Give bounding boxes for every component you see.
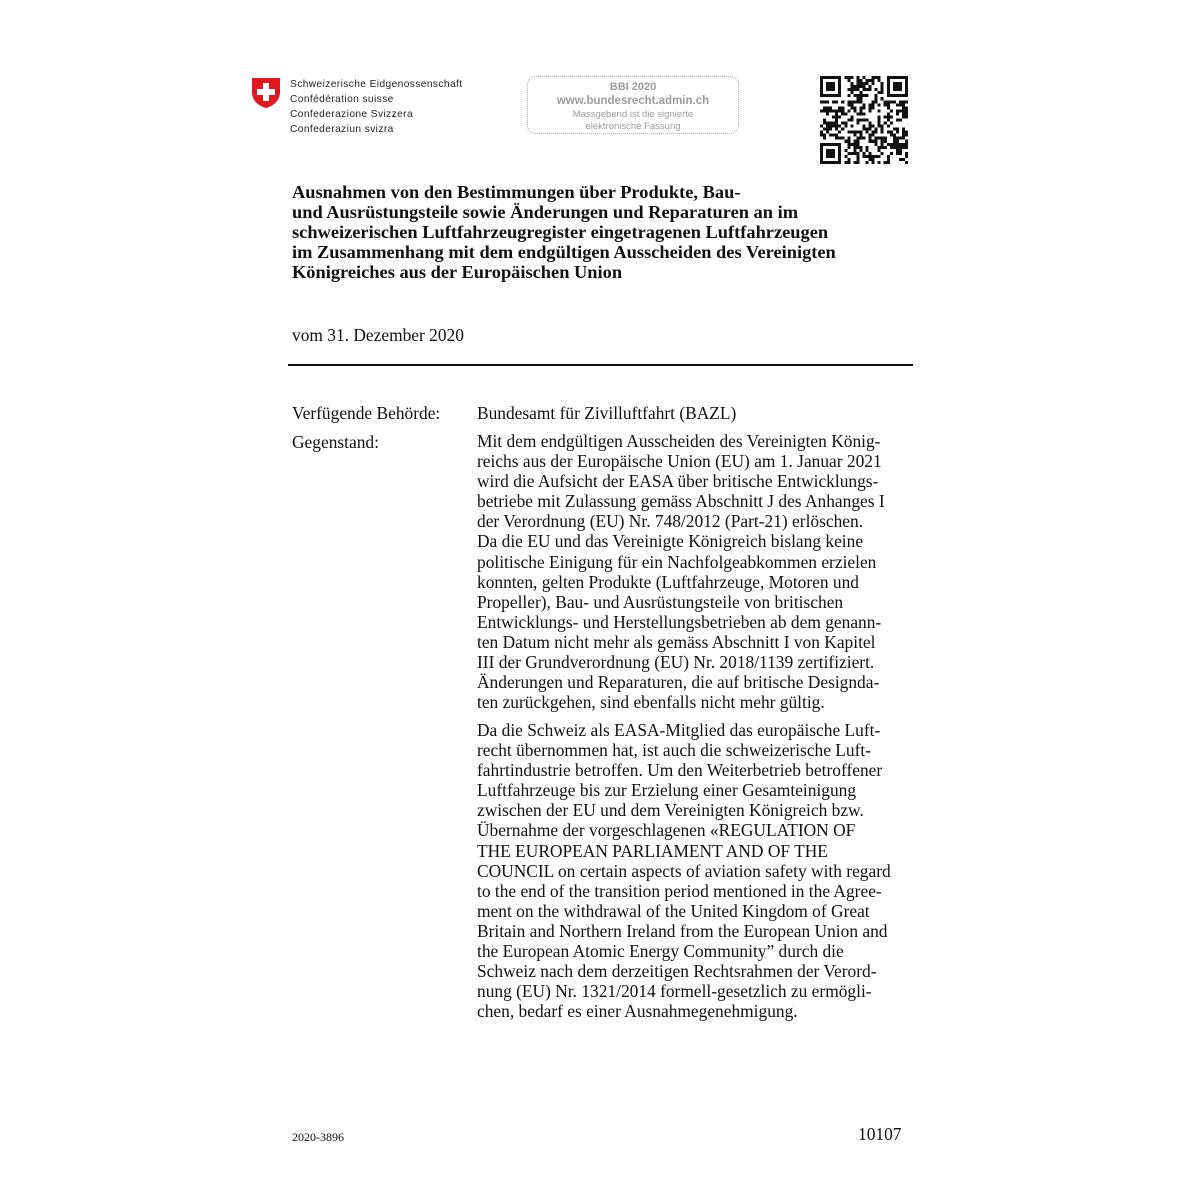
document-id: 2020-3896: [292, 1130, 344, 1144]
subject-paragraph-2: [477, 720, 891, 1021]
federal-administration-names: [290, 77, 463, 137]
qr-code-icon: [820, 76, 908, 164]
stamp-bbi-year: BBI 2020: [609, 81, 657, 93]
paragraph-line: Da die Schweiz als EASA-Mitglied das europäische Luft-: [477, 720, 881, 740]
title-line: schweizerischen Luftfahrzeugregister eingetragenen Luftfahrzeugen: [292, 222, 829, 242]
authority-name-de: Schweizerische Eidgenossenschaft: [290, 79, 463, 90]
stamp-note-2: elektronische Fassung: [585, 121, 681, 132]
paragraph-line: Entwicklungs- und Herstellungsbetrieben ab dem genann-: [477, 611, 882, 632]
swiss-cross-shield-icon: [251, 77, 281, 109]
paragraph-line: ten zurückgehen, sind ebenfalls nicht mehr gültig.: [477, 692, 825, 713]
paragraph-line: reichs aus der Europäische Union (EU) am 1. Januar 2021: [477, 451, 882, 472]
paragraph-line: Propeller), Bau- und Ausrüstungsteile von britischen: [477, 591, 844, 612]
paragraph-line: THE EUROPEAN PARLIAMENT AND OF THE: [477, 840, 828, 861]
title-line: im Zusammenhang mit dem endgültigen Ausscheiden des Vereinigten: [292, 242, 836, 262]
authority-name-rm: Confederaziun svizra: [290, 124, 394, 135]
document-date: vom 31. Dezember 2020: [292, 325, 464, 345]
authority-name-it: Confederazione Svizzera: [290, 109, 414, 120]
paragraph-line: Mit dem endgültigen Ausscheiden des Vereinigten König-: [477, 431, 881, 451]
paragraph-line: Änderungen und Reparaturen, die auf britische Designda-: [477, 672, 880, 693]
title-divider: [288, 364, 913, 366]
paragraph-line: Luftfahrzeuge bis zur Erzielung einer Gesamteinigung: [477, 780, 857, 801]
paragraph-line: the European Atomic Energy Community” durch die: [477, 941, 844, 962]
authority-name-fr: Confédération suisse: [290, 94, 394, 105]
paragraph-line: Britain and Northern Ireland from the European Union and: [477, 920, 888, 941]
page-number: 10107: [858, 1124, 902, 1144]
paragraph-line: III der Grundverordnung (EU) Nr. 2018/1139 zertifiziert.: [477, 652, 875, 673]
paragraph-line: ten Datum nicht mehr als gemäss Abschnitt I von Kapitel: [477, 631, 876, 652]
document-title: [292, 182, 932, 282]
paragraph-line: fahrtindustrie betroffen. Um den Weiterbetrieb betroffener: [477, 760, 883, 781]
subject-paragraph-1: [477, 431, 885, 712]
paragraph-line: nung (EU) Nr. 1321/2014 formell-gesetzlich zu ermögli-: [477, 981, 872, 1002]
paragraph-line: recht übernommen hat, ist auch die schweizerische Luft-: [477, 740, 872, 761]
title-line: und Ausrüstungsteile sowie Änderungen und Reparaturen an im: [292, 202, 799, 222]
paragraph-line: chen, bedarf es einer Ausnahmegenehmigung.: [477, 1001, 798, 1022]
title-line: Königreiches aus der Europäischen Union: [292, 262, 623, 282]
paragraph-line: betriebe mit Zulassung gemäss Abschnitt J des Anhanges I: [477, 491, 885, 512]
authority-value: Bundesamt für Zivilluftfahrt (BAZL): [477, 403, 737, 423]
paragraph-line: politische Einigung für ein Nachfolgeabkommen erzielen: [477, 551, 877, 572]
stamp-note-1: Massgebend ist die signierte: [572, 109, 694, 120]
title-line: Ausnahmen von den Bestimmungen über Produkte, Bau-: [292, 182, 741, 202]
paragraph-line: Schweiz nach dem derzeitigen Rechtsrahmen der Verord-: [477, 961, 877, 982]
paragraph-line: COUNCIL on certain aspects of aviation safety with regard: [477, 860, 891, 881]
paragraph-line: wird die Aufsicht der EASA über britische Entwicklungs-: [477, 471, 879, 492]
paragraph-line: konnten, gelten Produkte (Luftfahrzeuge, Motoren und: [477, 571, 859, 592]
paragraph-line: zwischen der EU und dem Vereinigten Königreich bzw.: [477, 800, 864, 821]
subject-label: Gegenstand:: [292, 432, 379, 452]
paragraph-line: to the end of the transition period mentioned in the Agree-: [477, 880, 882, 901]
paragraph-line: der Verordnung (EU) Nr. 748/2012 (Part-21) erlöschen.: [477, 511, 864, 532]
authority-label: Verfügende Behörde:: [292, 403, 441, 423]
paragraph-line: Da die EU und das Vereinigte Königreich bislang keine: [477, 531, 864, 552]
stamp-url: www.bundesrecht.admin.ch: [556, 95, 710, 107]
paragraph-line: Übernahme der vorgeschlagenen «REGULATION OF: [477, 820, 856, 841]
publication-stamp: [527, 76, 739, 134]
paragraph-line: ment on the withdrawal of the United Kingdom of Great: [477, 900, 870, 921]
